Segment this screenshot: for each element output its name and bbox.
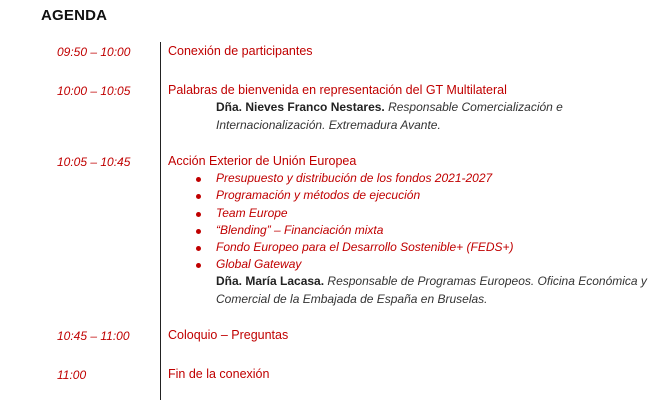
agenda-item-title: Palabras de bienvenida en representación del GT Multilateral	[168, 83, 507, 97]
speaker-role-continued: Comercial de la Embajada de España en Bruselas.	[216, 292, 488, 306]
agenda-time: 10:00 – 10:05	[57, 84, 131, 98]
list-item: “Blending” – Financiación mixta	[196, 222, 514, 239]
agenda-time: 10:45 – 11:00	[57, 329, 130, 343]
agenda-time: 11:00	[57, 368, 87, 382]
agenda-time: 09:50 – 10:00	[57, 45, 131, 59]
bullet-icon	[196, 194, 201, 199]
list-item: Team Europe	[196, 205, 514, 222]
list-item: Fondo Europeo para el Desarrollo Sostenible+ (FEDS+)	[196, 239, 514, 256]
speaker-name: Dña. María Lacasa.	[216, 274, 325, 288]
bullet-icon	[196, 263, 201, 268]
agenda-item-title: Conexión de participantes	[168, 44, 313, 58]
bullet-icon	[196, 229, 201, 234]
speaker-role-continued: Internacionalización. Extremadura Avante.	[216, 118, 441, 132]
agenda-time: 10:05 – 10:45	[57, 155, 131, 169]
list-item: Presupuesto y distribución de los fondos 2021-2027	[196, 170, 514, 187]
speaker-role: Responsable de Programas Europeos. Oficina Económica y	[327, 274, 647, 288]
agenda-item-title: Acción Exterior de Unión Europea	[168, 154, 357, 168]
speaker-info	[216, 98, 656, 134]
agenda-item-title: Coloquio – Preguntas	[168, 328, 289, 342]
list-item: Programación y métodos de ejecución	[196, 187, 514, 204]
topic-list	[196, 170, 514, 274]
bullet-icon	[196, 212, 201, 217]
agenda-item-title: Fin de la conexión	[168, 367, 270, 381]
page-title: AGENDA	[41, 7, 108, 24]
speaker-role: Responsable Comercialización e	[388, 100, 563, 114]
speaker-info	[216, 272, 656, 308]
timeline-divider	[160, 42, 161, 400]
bullet-icon	[196, 246, 201, 251]
bullet-icon	[196, 177, 201, 182]
list-item: Global Gateway	[196, 256, 514, 273]
speaker-name: Dña. Nieves Franco Nestares.	[216, 100, 385, 114]
